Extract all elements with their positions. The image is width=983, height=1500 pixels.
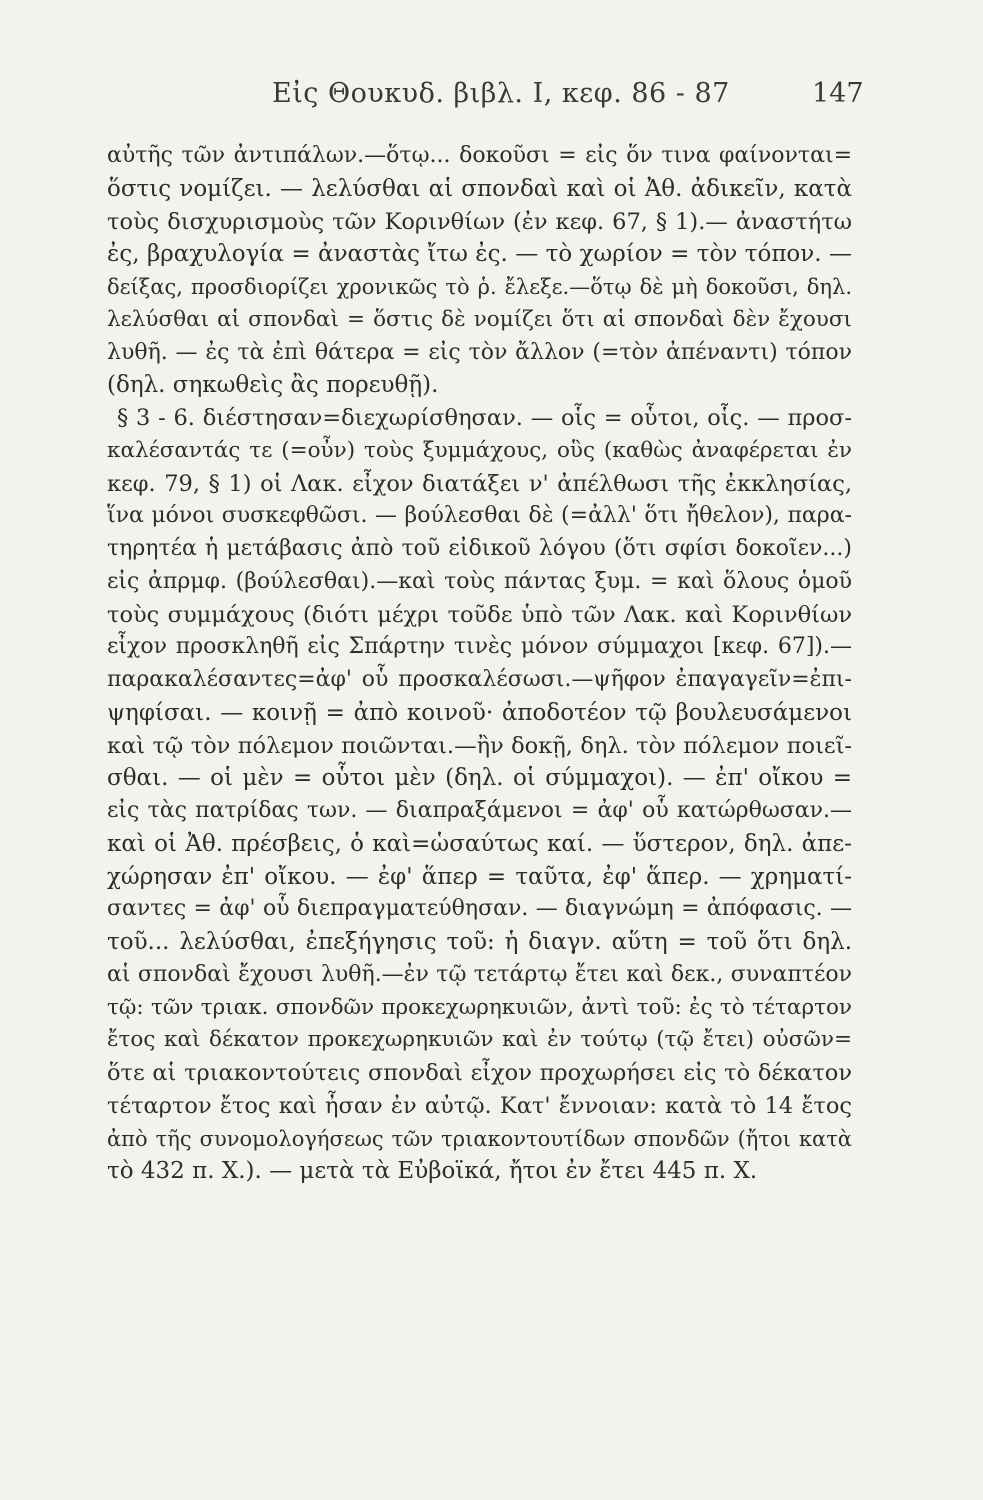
text-line: τέταρτον ἔτος καὶ ἦσαν ἐν αὐτῷ. Κατ' ἔννοιαν: κατὰ τὸ 14 ἔτος: [107, 1092, 852, 1119]
running-head-title: Εἰς Θουκυδ. βιβλ. Ι, κεφ. 86 - 87: [272, 78, 730, 109]
text-line: κεφ. 79, § 1) οἱ Λακ. εἶχον διατάξει ν' ἀπέλθωσι τῆς ἐκκλησίας,: [107, 470, 852, 497]
text-line: λελύσθαι αἱ σπονδαὶ = ὅστις δὲ νομίζει ὅτι αἱ σπονδαὶ δὲν ἔχουσι: [107, 306, 852, 332]
text-line: εἰς τὰς πατρίδας των. — διαπραξάμενοι = ἀφ' οὗ κατώρθωσαν.—: [107, 798, 852, 823]
text-line: σαντες = ἀφ' οὗ διεπραγματεύθησαν. — διαγνώμη = ἀπόφασις. —: [107, 896, 852, 922]
text-line: εἶχον προσκληθῆ εἰς Σπάρτην τινὲς μόνον σύμμαχοι [κεφ. 67]).—: [107, 634, 852, 660]
text-line: τοὺς συμμάχους (διότι μέχρι τοῦδε ὑπὸ τῶν Λακ. καὶ Κορινθίων: [107, 601, 852, 628]
text-line: ὅστις νομίζει. — λελύσθαι αἱ σπονδαὶ καὶ οἱ Ἀθ. ἀδικεῖν, κατὰ: [107, 175, 852, 202]
text-line: παρακαλέσαντες=ἀφ' οὗ προσκαλέσωσι.—ψῆφον ἐπαγαγεῖν=ἐπι-: [107, 667, 852, 692]
page-number: 147: [812, 78, 864, 109]
text-line: σθαι. — οἱ μὲν = οὗτοι μὲν (δηλ. οἱ σύμμαχοι). — ἐπ' οἴκου =: [107, 765, 852, 792]
text-line: δείξας, προσδιορίζει χρονικῶς τὸ ῥ. ἔλεξε.—ὅτῳ δὲ μὴ δοκοῦσι, δηλ.: [107, 275, 852, 299]
text-line: ἵνα μόνοι συσκεφθῶσι. — βούλεσθαι δὲ (=ἀλλ' ὅτι ἤθελον), παρα-: [107, 503, 852, 529]
text-line: καὶ τῷ τὸν πόλεμον ποιῶνται.—ἢν δοκῇ, δηλ. τὸν πόλεμον ποιεῖ-: [107, 732, 852, 759]
text-line: τὸ 432 π. Χ.). — μετὰ τὰ Εὐβοϊκά, ἤτοι ἐν ἔτει 445 π. Χ.: [107, 1158, 758, 1185]
text-line: ἐς, βραχυλογία = ἀναστὰς ἴτω ἐς. — τὸ χωρίον = τὸν τόπον. —: [107, 241, 852, 268]
text-line: αὐτῆς τῶν ἀντιπάλων.—ὅτῳ... δοκοῦσι = εἰς ὅν τινα φαίνονται=: [107, 143, 852, 168]
text-line: ἔτος καὶ δέκατον προκεχωρηκυιῶν καὶ ἐν τούτῳ (τῷ ἔτει) οὐσῶν=: [107, 1027, 852, 1053]
text-line: τοὺς δισχυρισμοὺς τῶν Κορινθίων (ἐν κεφ. 67, § 1).— ἀναστήτω: [107, 208, 852, 235]
text-line: τηρητέα ἡ μετάβασις ἀπὸ τοῦ εἰδικοῦ λόγου (ὅτι σφίσι δοκοῖεν...): [107, 536, 852, 561]
text-line: τοῦ... λελύσθαι, ἐπεξήγησις τοῦ: ἡ διαγν. αὕτη = τοῦ ὅτι δηλ.: [107, 929, 852, 955]
text-line: § 3 - 6. διέστησαν=διεχωρίσθησαν. — οἷς = οὗτοι, οἷς. — προσ-: [117, 405, 852, 431]
text-line: αἱ σπονδαὶ ἔχουσι λυθῆ.—ἐν τῷ τετάρτῳ ἔτει καὶ δεκ., συναπτέον: [107, 961, 852, 987]
text-line: τῷ: τῶν τριακ. σπονδῶν προκεχωρηκυιῶν, ἀντὶ τοῦ: ἐς τὸ τέταρτον: [107, 994, 852, 1020]
text-line: λυθῆ. — ἐς τὰ ἐπὶ θάτερα = εἰς τὸν ἄλλον (=τὸν ἀπέναντι) τόπον: [107, 339, 852, 365]
text-line: (δηλ. σηκωθεὶς ἂς πορευθῇ).: [107, 372, 439, 399]
text-line: ὅτε αἱ τριακοντούτεις σπονδαὶ εἶχον προχωρήσει εἰς τὸ δέκατον: [107, 1060, 852, 1086]
text-line: καλέσαντάς τε (=οὖν) τοὺς ξυμμάχους, οὓς (καθὼς ἀναφέρεται ἐν: [107, 437, 852, 463]
text-line: καὶ οἱ Ἀθ. πρέσβεις, ὁ καὶ=ὡσαύτως καί. — ὕστερον, δηλ. ἀπε-: [107, 830, 852, 857]
commentary-text: [107, 140, 852, 1188]
running-head: [0, 78, 983, 118]
text-line: ἀπὸ τῆς συνομολογήσεως τῶν τριακοντουτίδων σπονδῶν (ἤτοι κατὰ: [107, 1126, 852, 1151]
text-line: εἰς ἀπρμφ. (βούλεσθαι).—καὶ τοὺς πάντας ξυμ. = καὶ ὅλους ὁμοῦ: [107, 568, 852, 594]
text-line: ψηφίσαι. — κοινῇ = ἀπὸ κοινοῦ· ἀποδοτέον τῷ βουλευσάμενοι: [107, 699, 852, 726]
text-line: χώρησαν ἐπ' οἴκου. — ἐφ' ἅπερ = ταῦτα, ἐφ' ἅπερ. — χρηματί-: [107, 863, 852, 890]
